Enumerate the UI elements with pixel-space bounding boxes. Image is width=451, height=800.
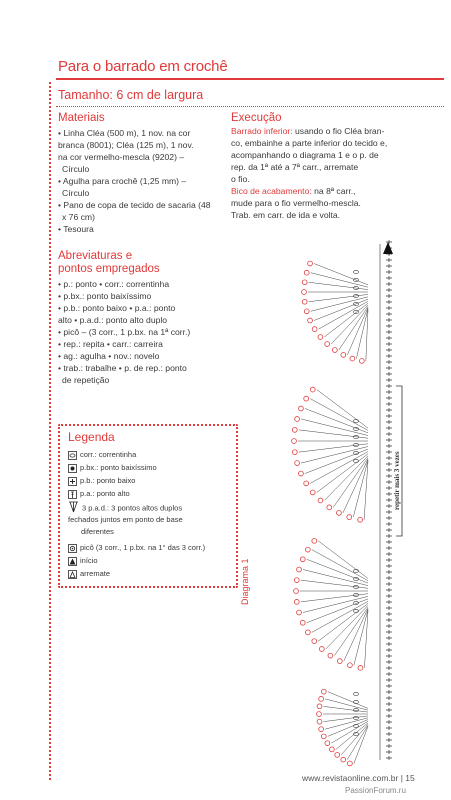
legend-label: corr.: correntinha <box>80 450 137 459</box>
border-stitch <box>386 264 392 268</box>
border-stitch <box>386 738 392 742</box>
border-stitch <box>386 672 392 676</box>
picot-mark <box>341 757 346 762</box>
legend-item <box>68 476 135 486</box>
border-stitch <box>386 714 392 718</box>
border-stitch <box>386 288 392 292</box>
border-stitch <box>386 600 392 604</box>
abbreviations-heading-line: Abreviaturas e <box>58 250 133 262</box>
picot-mark <box>335 752 340 757</box>
fan-stitch <box>344 609 368 662</box>
border-stitch <box>386 492 392 496</box>
chain-mark <box>354 459 359 462</box>
legend-box <box>58 424 238 588</box>
picot-mark <box>292 427 297 432</box>
repeat-label: repetir mais 3 vezes <box>393 451 401 510</box>
legend-title: Legenda <box>68 430 115 444</box>
border-stitch <box>386 354 392 358</box>
border-stitch <box>386 576 392 580</box>
border-stitch <box>386 660 392 664</box>
border-stitch <box>386 486 392 490</box>
picot-mark <box>304 309 309 314</box>
picot-mark <box>304 270 309 275</box>
picot-mark <box>312 327 317 332</box>
fan-stitch <box>299 430 368 438</box>
picot-mark <box>295 461 300 466</box>
fan-stitch <box>310 399 368 431</box>
border-stitch <box>386 306 392 310</box>
border-stitch <box>386 312 392 316</box>
border-stitch <box>386 540 392 544</box>
diagram-label: Diagrama 1 <box>240 558 250 605</box>
picot-mark <box>347 663 352 668</box>
border-stitch <box>386 294 392 298</box>
fan-stitch <box>311 297 368 311</box>
materials-line: Círculo <box>62 188 90 198</box>
fan-stitch <box>331 721 368 743</box>
border-stitch <box>386 240 392 244</box>
picot-mark <box>297 567 302 572</box>
abbreviations-heading <box>58 250 160 276</box>
border-stitch <box>386 582 392 586</box>
legend-item <box>68 489 130 499</box>
fan-stitch <box>341 724 368 755</box>
picot-mark <box>327 505 332 510</box>
border-stitch <box>386 702 392 706</box>
border-stitch <box>386 498 392 502</box>
execution-line: usando o fio Cléa bran- <box>292 126 385 136</box>
border-stitch <box>386 372 392 376</box>
picot-mark <box>329 747 334 752</box>
abbreviations-list <box>58 278 238 386</box>
abbreviation-line: • trab.: trabalhe • p. de rep.: ponto <box>58 363 187 373</box>
picot-mark <box>292 439 297 444</box>
picot-mark <box>319 647 324 652</box>
execution-line: mude para o fio vermelho-mescla. <box>231 198 361 208</box>
chain-mark <box>354 310 359 313</box>
fan-stitch <box>318 604 368 642</box>
border-stitch <box>386 456 392 460</box>
execution-label: Bico de acabamento: <box>231 186 312 196</box>
picot-mark <box>294 589 299 594</box>
border-stitch <box>386 618 392 622</box>
abbreviations-heading-line: pontos empregados <box>58 263 160 275</box>
legend-item <box>68 569 110 579</box>
fan-stitch <box>324 706 368 712</box>
size-info: Tamanho: 6 cm de largura <box>58 88 204 102</box>
crochet-diagram <box>238 236 413 768</box>
title-rule <box>56 78 444 80</box>
border-stitch <box>386 744 392 748</box>
fan-stitch <box>314 264 368 285</box>
picot-mark <box>358 665 363 670</box>
legend-item <box>68 556 98 566</box>
materials-heading: Materiais <box>58 112 105 124</box>
double-crochet-icon <box>68 490 77 499</box>
fan-stitch <box>336 723 368 750</box>
border-stitch <box>386 528 392 532</box>
picot-mark <box>300 557 305 562</box>
border-stitch <box>386 480 392 484</box>
border-stitch <box>386 726 392 730</box>
materials-line: • Pano de copa de tecido de sacaria (48 <box>58 200 211 210</box>
start-icon <box>68 557 77 566</box>
picot-mark <box>318 335 323 340</box>
fan-stitch <box>343 459 368 513</box>
chain-mark <box>354 270 359 273</box>
border-stitch <box>386 444 392 448</box>
picot-mark <box>319 696 324 701</box>
execution-label: Barrado inferior: <box>231 126 293 136</box>
border-stitch <box>386 606 392 610</box>
execution-line: co, embainhe a parte inferior do tecido e, <box>231 138 388 148</box>
border-stitch <box>386 552 392 556</box>
picot-mark <box>312 639 317 644</box>
border-stitch <box>386 342 392 346</box>
picot-mark <box>299 406 304 411</box>
border-stitch <box>386 348 392 352</box>
picot-mark <box>305 547 310 552</box>
picot-mark <box>297 610 302 615</box>
picot-mark <box>302 280 307 285</box>
fan-stitch <box>324 303 368 337</box>
legend-label: fechados juntos em ponto de base <box>68 515 183 524</box>
border-stitch <box>386 636 392 640</box>
chain-mark <box>354 700 359 703</box>
execution-line: o fio. <box>231 174 250 184</box>
picot-mark <box>341 353 346 358</box>
picot-mark <box>299 471 304 476</box>
fan-stitch <box>311 273 368 287</box>
fan-stitch <box>312 601 368 632</box>
border-stitch <box>386 324 392 328</box>
border-stitch <box>386 390 392 394</box>
materials-line: • Agulha para crochê (1,25 mm) – <box>58 176 187 186</box>
border-stitch <box>386 588 392 592</box>
picot-mark <box>332 348 337 353</box>
border-stitch <box>386 510 392 514</box>
abbreviation-line: de repetição <box>62 375 110 385</box>
border-stitch <box>386 684 392 688</box>
picot-mark <box>308 318 313 323</box>
legend-item <box>68 463 157 473</box>
fan-stitch <box>317 454 368 493</box>
border-stitch <box>386 408 392 412</box>
execution-line: rep. da 1ª até a 7ª carr., arremate <box>231 162 359 172</box>
slip-stitch-icon <box>68 464 77 473</box>
picot-mark <box>347 515 352 520</box>
border-stitch <box>386 648 392 652</box>
picot-mark <box>318 498 323 503</box>
border-stitch <box>386 522 392 526</box>
picot-mark <box>294 578 299 583</box>
border-stitch <box>386 462 392 466</box>
fan-stitch <box>324 716 368 722</box>
border-stitch <box>386 558 392 562</box>
picot-mark <box>325 342 330 347</box>
picot-mark <box>337 511 342 516</box>
chain-mark <box>354 716 359 719</box>
border-stitch <box>386 750 392 754</box>
picot-mark <box>304 481 309 486</box>
border-stitch <box>386 546 392 550</box>
materials-line: branca (8001); Cléa (125 m), 1 nov. <box>58 140 194 150</box>
picot-mark <box>321 689 326 694</box>
fan-stitch <box>325 699 368 710</box>
border-stitch <box>386 756 392 760</box>
materials-line: na cor vermelho-mescla (9202) – <box>58 152 185 162</box>
fan-stitch <box>317 390 368 429</box>
border-stitch <box>386 360 392 364</box>
border-stitch <box>386 336 392 340</box>
materials-line: x 76 cm) <box>62 212 95 222</box>
picot-mark <box>302 290 307 295</box>
abbreviation-line: • rep.: repita • carr.: carreira <box>58 339 163 349</box>
border-stitch <box>386 396 392 400</box>
execution-text <box>231 125 411 221</box>
picot-mark <box>317 719 322 724</box>
chain-mark <box>354 692 359 695</box>
materials-line: Círculo <box>62 164 90 174</box>
finish-icon <box>68 570 77 579</box>
page-title: Para o barrado em crochê <box>58 58 228 75</box>
border-stitch <box>386 366 392 370</box>
fan-stitch <box>301 419 368 436</box>
border-stitch <box>386 708 392 712</box>
fan-stitch <box>307 559 368 583</box>
border-stitch <box>386 330 392 334</box>
picot-mark <box>304 396 309 401</box>
abbreviation-line: • p.bx.: ponto baixíssimo <box>58 291 152 301</box>
border-stitch <box>386 282 392 286</box>
fan-stitch <box>347 725 368 759</box>
picot-mark <box>359 359 364 364</box>
fan-stitch <box>312 550 368 581</box>
border-stitch <box>386 432 392 436</box>
legend-label: p.b.: ponto baixo <box>80 476 136 485</box>
materials-list <box>58 127 233 235</box>
chain-mark <box>354 419 359 422</box>
border-stitch <box>386 564 392 568</box>
watermark: PassionForum.ru <box>345 786 406 795</box>
legend-item <box>81 527 114 537</box>
legend-label: p.bx.: ponto baixíssimo <box>80 463 157 472</box>
picot-mark <box>294 599 299 604</box>
legend-item <box>68 543 205 553</box>
fan-stitch <box>347 308 368 355</box>
border-stitch <box>386 318 392 322</box>
border-stitch <box>386 516 392 520</box>
border-stitch <box>386 420 392 424</box>
legend-label: diferentes <box>81 527 114 536</box>
fan-stitch <box>325 718 368 729</box>
border-stitch <box>386 270 392 274</box>
fan-stitch <box>299 444 368 452</box>
legend-label: picô (3 corr., 1 p.bx. na 1° das 3 corr.) <box>80 543 206 552</box>
border-stitch <box>386 414 392 418</box>
legend-item <box>68 450 136 460</box>
picot-mark <box>319 727 324 732</box>
border-stitch <box>386 630 392 634</box>
fan-stitch <box>318 541 368 579</box>
materials-line: • Tesoura <box>58 224 94 234</box>
fan-stitch <box>364 610 368 668</box>
abbreviation-line: • picô – (3 corr., 1 p.bx. na 1ª corr.) <box>58 327 191 337</box>
border-stitch <box>386 468 392 472</box>
materials-line: • Linha Cléa (500 m), 1 nov. na cor <box>58 128 191 138</box>
fan-stitch <box>307 599 368 623</box>
page-footer: www.revistaonline.com.br | 15 <box>302 773 415 783</box>
picot-mark <box>337 659 342 664</box>
border-stitch <box>386 642 392 646</box>
picot-mark <box>317 704 322 709</box>
fan-stitch <box>326 605 368 648</box>
legend-item <box>68 515 183 525</box>
execution-line: acompanhando o diagrama 1 e o p. de <box>231 150 379 160</box>
picot-mark <box>295 417 300 422</box>
fan-stitch <box>310 452 368 484</box>
legend-label: arremate <box>80 569 111 578</box>
picot-mark <box>347 761 352 766</box>
execution-line: na 8ª carr., <box>311 186 356 196</box>
legend-label: p.a.: ponto alto <box>80 489 130 498</box>
border-stitch <box>386 594 392 598</box>
border-stitch <box>386 534 392 538</box>
border-stitch <box>386 426 392 430</box>
abbreviation-line: • p.: ponto • corr.: correntinha <box>58 279 170 289</box>
border-stitch <box>386 696 392 700</box>
legend-label: início <box>80 556 98 565</box>
execution-heading: Execução <box>231 112 282 124</box>
border-stitch <box>386 276 392 280</box>
fan-stitch <box>334 607 368 655</box>
picot-mark <box>300 620 305 625</box>
legend-item <box>68 502 182 515</box>
picot-mark <box>292 450 297 455</box>
abbreviation-line: • p.b.: ponto baixo • p.a.: ponto <box>58 303 176 313</box>
fan-stitch <box>364 461 368 520</box>
picot-mark <box>305 630 310 635</box>
border-stitch <box>386 666 392 670</box>
legend-label: 3 p.a.d.: 3 pontos altos duplos <box>82 503 183 513</box>
picot-mark <box>358 517 363 522</box>
border-stitch <box>386 300 392 304</box>
fan-stitch <box>331 305 368 344</box>
border-stitch <box>386 504 392 508</box>
border-stitch <box>386 474 392 478</box>
border-stitch <box>386 732 392 736</box>
chain-stitch-icon <box>68 451 77 460</box>
picot-mark <box>350 356 355 361</box>
fan-stitch <box>301 580 368 588</box>
picot-mark <box>310 387 315 392</box>
picot-mark <box>325 741 330 746</box>
picot-mark <box>317 712 322 717</box>
border-stitch <box>386 258 392 262</box>
abbreviation-line: • ag.: agulha • nov.: novelo <box>58 351 160 361</box>
border-stitch <box>386 570 392 574</box>
border-stitch <box>386 690 392 694</box>
fan-stitch <box>309 282 368 289</box>
border-stitch <box>386 378 392 382</box>
fan-stitch <box>324 456 368 501</box>
picot-mark <box>312 538 317 543</box>
single-crochet-icon <box>68 477 77 486</box>
picot-mark <box>328 653 333 658</box>
border-stitch <box>386 450 392 454</box>
border-stitch <box>386 678 392 682</box>
border-stitch <box>386 654 392 658</box>
cluster-icon <box>68 502 79 515</box>
picot-icon <box>68 544 77 553</box>
border-stitch <box>386 402 392 406</box>
fan-stitch <box>328 692 368 709</box>
picot-mark <box>302 299 307 304</box>
fan-stitch <box>333 458 368 508</box>
border-stitch <box>386 612 392 616</box>
border-stitch <box>386 384 392 388</box>
picot-mark <box>310 490 315 495</box>
border-stitch <box>386 720 392 724</box>
fan-stitch <box>301 594 368 602</box>
picot-mark <box>321 734 326 739</box>
size-divider <box>56 106 444 107</box>
border-stitch <box>386 438 392 442</box>
chain-mark <box>354 708 359 711</box>
abbreviation-line: alto • p.a.d.: ponto alto duplo <box>58 315 168 325</box>
border-stitch <box>386 624 392 628</box>
execution-line: Trab. em carr. de ida e volta. <box>231 210 341 220</box>
chain-mark <box>354 724 359 727</box>
picot-mark <box>308 261 313 266</box>
fan-stitch <box>309 294 368 301</box>
dotted-margin-line <box>49 82 51 780</box>
fan-stitch <box>301 447 368 464</box>
